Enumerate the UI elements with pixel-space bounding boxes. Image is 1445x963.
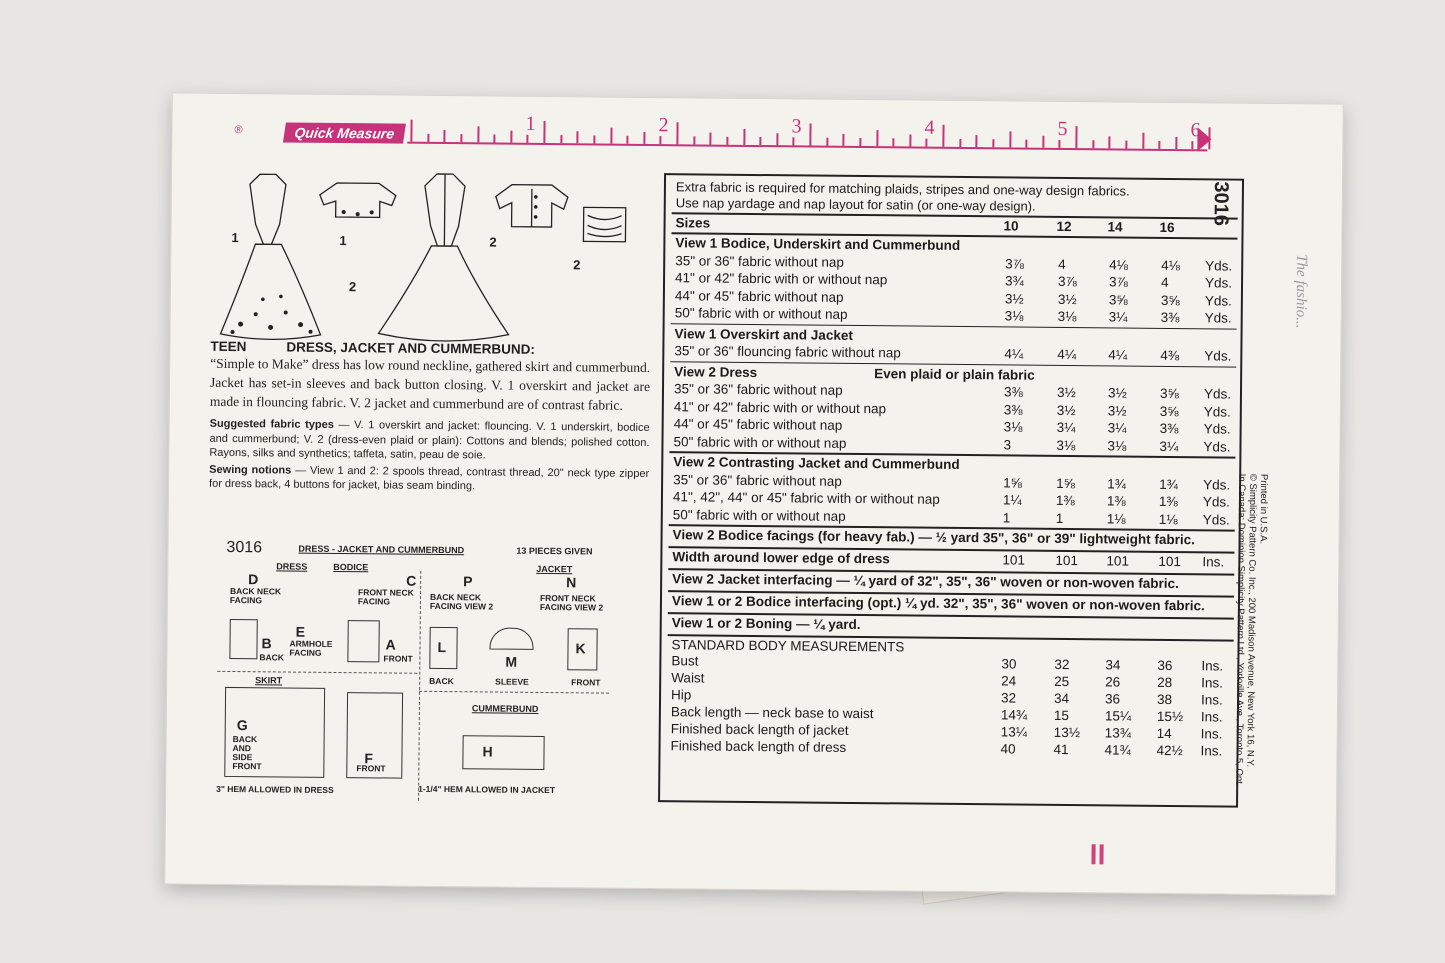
piece-e-label: ARMHOLE FACING (289, 638, 333, 658)
measurement-row (670, 721, 1231, 742)
ruler-tick (909, 134, 911, 146)
ruler-number: 3 (791, 115, 802, 138)
measurement-value: 15½ (1156, 708, 1184, 725)
yardage-table (658, 173, 1244, 808)
piece-k-letter: K (575, 640, 586, 657)
bodice-heading: BODICE (333, 561, 369, 573)
measurement-label: Waist (671, 670, 705, 686)
row-label: 35" or 36" fabric without nap (675, 252, 844, 270)
ruler-tick (593, 135, 595, 143)
measurement-value: 36 (1104, 691, 1121, 707)
view-label: 2 (348, 279, 357, 295)
row-value: 1 (1002, 509, 1011, 525)
piece-m-label: SLEEVE (495, 676, 529, 687)
piece-p-label: BACK NECK FACING VIEW 2 (429, 591, 494, 612)
ruler-number: 1 (525, 112, 536, 135)
ruler-tick (1109, 136, 1111, 148)
row-label: 35" or 36" flouncing fabric without nap (674, 343, 901, 361)
ruler-tick (793, 137, 795, 145)
width-value: 101 (1002, 552, 1025, 568)
row-unit: Yds. (1203, 421, 1231, 437)
measurements-title-text: STANDARD BODY MEASUREMENTS (671, 637, 905, 655)
size-header: 14 (1107, 219, 1123, 235)
yardage-row (673, 398, 1234, 420)
row-value: 3¼ (1159, 438, 1179, 454)
sizes-label: Sizes (675, 215, 711, 231)
divider (419, 691, 609, 694)
row-value: 3⅝ (1159, 403, 1179, 419)
row-unit: Yds. (1203, 403, 1231, 420)
section-title-text: View 2 Dress (674, 363, 758, 380)
registered-mark: ® (234, 123, 243, 137)
row-label: 50" fabric with or without nap (673, 433, 847, 451)
dress-heading: DRESS (276, 561, 308, 572)
measurement-value: 30 (1001, 656, 1017, 672)
ruler-tick (410, 120, 412, 142)
ruler-tick (1025, 140, 1027, 148)
yardage-row (673, 416, 1234, 437)
copyright-text: Printed in U.S.A. © Simplicity Pattern Co. Inc., 200 Madison Avenue, New York 16, N.Y. In Canada: Dominion Simplicity Pattern Ltd., Yorkville Ave., Toronto 5, Ont. (1233, 473, 1270, 787)
view2-jacket-sketch (496, 185, 568, 228)
measurement-value: 24 (1001, 673, 1017, 689)
measurement-value: 25 (1054, 673, 1070, 690)
piece-g-label: BACK AND SIDE FRONT (232, 734, 262, 772)
ruler-tick (776, 133, 778, 145)
ruler-number: 2 (658, 114, 669, 137)
row-value: 4¼ (1108, 347, 1128, 363)
measurement-unit: Ins. (1201, 658, 1224, 674)
row-unit: Yds. (1202, 511, 1230, 528)
ruler-number: 5 (1057, 117, 1068, 140)
row-value: 3⅜ (1160, 309, 1180, 326)
row-value: 3⅝ (1159, 385, 1179, 402)
measurement-row (670, 738, 1231, 759)
measurement-value: 14¾ (1000, 707, 1028, 723)
ruler-tick (1009, 131, 1011, 147)
yardage-row (675, 252, 1235, 274)
jacket-heading: JACKET (536, 563, 573, 575)
row-value: 1⅝ (1056, 475, 1075, 491)
ruler-tick (843, 134, 845, 146)
cummerbund-heading: CUMMERBUND (471, 703, 539, 714)
facings-text: View 2 Bodice facings (for heavy fab.) — ½ yard 35", 36" or 39" lightweight fabric. (672, 527, 1196, 548)
yardage-row (674, 287, 1235, 309)
ruler-tick (477, 126, 479, 142)
measurement-row (670, 687, 1231, 708)
measurement-value: 15¼ (1104, 708, 1132, 724)
section-title-text: View 1 Overskirt and Jacket (674, 325, 853, 343)
ruler-tick (976, 135, 978, 147)
measurement-label: Finished back length of jacket (670, 721, 849, 738)
row-value: 4¼ (1057, 346, 1077, 363)
ruler-tick (660, 136, 662, 144)
pink-tick-marks (1091, 844, 1107, 864)
view-label: 2 (489, 234, 497, 250)
piece-c-letter: C (406, 572, 417, 589)
yardage-row (672, 489, 1233, 510)
ruler-tick (1125, 141, 1127, 149)
row-unit: Yds. (1203, 438, 1231, 455)
view1-jacket-sketch (320, 183, 396, 218)
ruler-tick (493, 134, 495, 142)
measurement-value: 41¾ (1104, 742, 1131, 758)
measurement-label: Hip (670, 687, 692, 703)
yardage-row (675, 270, 1235, 291)
width-label: Width around lower edge of dress (672, 549, 890, 567)
ruler-tick (1075, 126, 1077, 148)
row-unit: Yds. (1204, 348, 1232, 364)
row-value: 3⅛ (1107, 437, 1127, 454)
piece-e-letter: E (295, 623, 306, 640)
measurement-value: 15 (1053, 707, 1069, 724)
row-value: 3⅝ (1160, 292, 1180, 308)
row-value: 3⅜ (1003, 401, 1023, 418)
measurement-value: 40 (1000, 741, 1016, 757)
width-value: 101 (1106, 553, 1129, 569)
ruler-tick (992, 139, 994, 147)
ruler-tick (876, 130, 878, 146)
note-text: Use nap yardage and nap layout for satin (or one-way design). (675, 195, 1036, 214)
measurement-value: 41 (1053, 741, 1069, 758)
row-value: 4 (1058, 256, 1066, 272)
row-value: 3¼ (1108, 309, 1128, 325)
pieces-given: 13 PIECES GIVEN (516, 545, 593, 557)
measurement-value: 38 (1156, 691, 1173, 708)
side-pattern-number: 3016 (1209, 181, 1233, 227)
ruler-tick (1042, 136, 1044, 148)
measurement-value: 42½ (1156, 742, 1183, 759)
ruler-number: 6 (1190, 119, 1201, 142)
garment-illustrations (210, 164, 632, 348)
row-label: 35" or 36" fabric without nap (673, 381, 843, 398)
yardage-row (674, 343, 1234, 364)
piece-f-letter: F (364, 750, 374, 767)
row-value: 1 (1055, 510, 1064, 526)
ruler-tick (693, 136, 695, 144)
row-unit: Yds. (1203, 476, 1231, 493)
row-value: 3⅛ (1056, 437, 1076, 453)
row-value: 4¼ (1004, 346, 1024, 362)
row-unit: Yds. (1204, 310, 1232, 326)
measurement-value: 26 (1105, 674, 1121, 690)
ruler-tick (892, 138, 894, 146)
view1-dress-sketch (220, 174, 322, 340)
row-value: 3⅜ (1159, 420, 1179, 437)
ruler-number: 4 (924, 116, 935, 139)
row-value: 1¾ (1159, 476, 1178, 492)
row-value: 3⅞ (1057, 273, 1077, 290)
row-label: 44" or 45" fabric without nap (673, 416, 843, 433)
yardage-row (674, 305, 1235, 326)
interfacing-text: View 2 Jacket interfacing — ¼ yard of 32", 35", 36" woven or non-woven fabric. (672, 571, 1179, 592)
pattern-envelope (164, 92, 1344, 895)
measurement-label: Finished back length of dress (670, 738, 847, 755)
ruler-tick (942, 125, 944, 147)
piece-m-letter: M (505, 653, 518, 670)
row-value: 3⅞ (1005, 255, 1025, 272)
pattern-number: 3016 (226, 538, 263, 557)
measurement-unit: Ins. (1201, 675, 1224, 691)
measurement-value: 13½ (1053, 724, 1081, 741)
ruler-tick (759, 137, 761, 145)
ruler-tick (1158, 141, 1160, 149)
view2-dress-sketch (378, 173, 510, 341)
skirt-heading: SKIRT (255, 675, 283, 686)
row-unit: Yds. (1202, 494, 1231, 510)
view-label: 1 (339, 233, 347, 249)
piece-p-letter: P (463, 573, 473, 590)
ruler-tick (710, 133, 712, 145)
yardage-row (673, 433, 1234, 455)
pieces-title: DRESS - JACKET AND CUMMERBUND (298, 543, 465, 556)
row-value: 3½ (1107, 402, 1127, 419)
row-value: 1⅛ (1158, 511, 1178, 527)
row-value: 3⅛ (1003, 419, 1023, 435)
table-rule (672, 212, 1238, 219)
piece-a-label: FRONT (383, 653, 413, 664)
piece-a-letter: A (385, 636, 396, 653)
row-label: 41", 42", 44" or 45" fabric with or without nap (672, 489, 940, 507)
row-unit: Yds. (1203, 386, 1232, 402)
row-unit: Yds. (1205, 257, 1233, 274)
row-label: 35" or 36" fabric without nap (673, 471, 842, 489)
view-label: 2 (573, 257, 581, 273)
ruler-tick (676, 122, 678, 144)
row-value: 1⅜ (1106, 493, 1126, 509)
measurement-value: 14 (1156, 725, 1172, 742)
piece-h-letter: H (482, 743, 493, 760)
piece-l-label: BACK (429, 675, 454, 687)
piece-l-letter: L (437, 638, 447, 656)
ruler-tick (859, 138, 861, 146)
hem-jacket-note: 1-1/4" HEM ALLOWED IN JACKET (418, 783, 556, 796)
divider (217, 671, 417, 674)
row-value: 3⅝ (1108, 291, 1128, 308)
ruler-tick (626, 136, 628, 144)
ruler-tick (1175, 137, 1177, 149)
row-label: 41" or 42" fabric with or without nap (675, 270, 888, 288)
section-note: Even plaid or plain fabric (874, 365, 1035, 383)
boning-text: View 1 or 2 Boning — ¼ yard. (671, 615, 861, 633)
row-value: 4⅛ (1109, 256, 1129, 273)
ruler-tick (959, 139, 961, 147)
row-value: 1⅛ (1106, 510, 1126, 527)
pattern-description (209, 339, 650, 496)
row-value: 4⅛ (1161, 257, 1181, 273)
ruler-tick (809, 124, 811, 146)
measurement-value: 34 (1105, 657, 1121, 673)
row-value: 1¾ (1107, 475, 1126, 492)
piece-f-label: FRONT (356, 763, 386, 774)
yardage-row (673, 471, 1233, 493)
piece-a-shape (347, 620, 379, 662)
piece-d-letter: D (248, 571, 259, 588)
measurement-unit: Ins. (1200, 709, 1223, 725)
ruler-tick (726, 137, 728, 145)
yardage-row (673, 381, 1234, 402)
measurement-value: 32 (1054, 656, 1070, 673)
row-value: 3½ (1004, 290, 1024, 307)
ruler-tick (1142, 133, 1144, 149)
row-value: 3¾ (1004, 273, 1024, 289)
ruler-tick (543, 121, 545, 143)
ruler-tick (1092, 140, 1094, 148)
ruler-tick (460, 134, 462, 142)
faded-side-text: The fashio... (1292, 254, 1310, 329)
piece-d-label: BACK NECK FACING (229, 585, 282, 606)
section-title-text: View 1 Bodice, Underskirt and Cummerbund (675, 235, 961, 253)
piece-b-shape (229, 619, 257, 659)
ruler-tick (643, 132, 645, 144)
ruler-tick (610, 128, 612, 144)
width-value: 101 (1055, 552, 1078, 569)
view-label: 1 (231, 229, 239, 246)
row-value: 3⅞ (1108, 274, 1128, 290)
ruler-end-arrow (1197, 127, 1211, 151)
ruler-tick (1059, 140, 1061, 148)
section-title-text: View 2 Contrasting Jacket and Cummerbund (673, 454, 960, 472)
ruler-tick (743, 129, 745, 145)
row-unit: Yds. (1204, 275, 1233, 291)
description-body: “Simple to Make” dress has low round neckline, gathered skirt and cummerbund. Jacket has set-in sleeves and back button closing. V. 1 overskirt and jacket are made in flouncing fabric. V. 2 jacket and cummerbund are of contrast fabric. (209, 355, 651, 413)
piece-h-shape (462, 735, 544, 770)
measurement-label: Back length — neck base to waist (670, 704, 874, 722)
ruler-tick (560, 135, 562, 143)
measurement-row (670, 704, 1231, 725)
ruler-baseline (407, 142, 1207, 152)
row-value: 3⅛ (1057, 308, 1077, 325)
measurement-unit: Ins. (1200, 743, 1223, 759)
yardage-row (672, 506, 1233, 528)
row-value: 4 (1160, 274, 1169, 290)
pattern-pieces-diagram (206, 539, 618, 803)
width-value: 101 (1158, 553, 1181, 570)
hem-dress-note: 3" HEM ALLOWED IN DRESS (216, 783, 334, 795)
measurement-value: 32 (1000, 690, 1017, 706)
fabric-types: Suggested fabric types — V. 1 overskirt and jacket: flouncing. V. 1 underskirt, bodice and cummerbund; V. 2 (dress-even plaid or plain): Cottons and blends; polished cotton. Rayons, silks and synthetics; taffeta, satin, peau de soie. (209, 417, 650, 462)
measurement-value: 28 (1157, 674, 1173, 691)
fabric-note (675, 179, 1236, 199)
measurement-unit: Ins. (1200, 726, 1223, 742)
row-value: 3⅛ (1004, 308, 1024, 324)
piece-g-letter: G (236, 717, 248, 734)
row-label: 50" fabric with or without nap (674, 305, 848, 322)
ruler-tick (444, 130, 446, 142)
row-value: 3¼ (1056, 419, 1076, 436)
measurement-value: 13¼ (1000, 724, 1028, 740)
cummerbund-sketch (583, 207, 625, 241)
quick-measure-label: Quick Measure (283, 122, 406, 143)
ruler-tick (826, 138, 828, 146)
row-value: 3½ (1107, 385, 1127, 401)
description-title: TEEN DRESS, JACKET AND CUMMERBUND: (210, 338, 535, 357)
piece-c-label: FRONT NECK FACING (357, 587, 414, 607)
ruler-tick (527, 135, 529, 143)
ruler-tick (926, 139, 928, 147)
ruler-tick (577, 131, 579, 143)
measurement-row (671, 670, 1231, 691)
measurement-row (671, 653, 1231, 674)
row-label: 44" or 45" fabric without nap (674, 287, 844, 305)
measurement-value: 36 (1157, 657, 1173, 674)
row-value: 1⅜ (1055, 492, 1075, 509)
row-value: 3½ (1056, 384, 1076, 401)
piece-b-label: BACK (259, 652, 285, 663)
row-value: 1⅝ (1003, 474, 1022, 491)
note-text: Extra fabric is required for matching plaids, stripes and one-way design fabrics. (675, 179, 1130, 199)
ruler-tick (1192, 141, 1194, 149)
measurement-value: 13¾ (1104, 725, 1132, 741)
row-value: 3½ (1057, 291, 1077, 307)
size-header: 10 (1003, 218, 1019, 234)
row-value: 1⅜ (1158, 493, 1178, 510)
row-value: 4⅜ (1160, 347, 1180, 364)
size-header: 12 (1056, 218, 1072, 235)
row-value: 3 (1003, 436, 1012, 452)
sewing-notions: Sewing notions — View 1 and 2: 2 spools thread, contrast thread, 20" neck type zipper for dress back, 4 buttons for jacket, bias seam binding. (209, 463, 650, 493)
size-header: 16 (1159, 219, 1175, 236)
row-value: 3½ (1056, 402, 1076, 418)
interfacing-text: View 1 or 2 Bodice interfacing (opt.) ¼ yd. 32", 35", 36" woven or non-woven fabric. (671, 593, 1205, 614)
quick-measure-ruler (192, 102, 1202, 152)
piece-k-label: FRONT (571, 677, 601, 688)
row-value: 3¼ (1107, 420, 1127, 436)
measurement-label: Bust (671, 653, 699, 669)
piece-b-letter: B (261, 635, 272, 652)
measurement-value: 34 (1053, 690, 1070, 707)
row-unit: Yds. (1204, 292, 1232, 309)
width-unit: Ins. (1202, 554, 1225, 570)
piece-n-letter: N (566, 574, 577, 591)
ruler-tick (510, 131, 512, 143)
ruler-tick (427, 134, 429, 142)
piece-n-label: FRONT NECK FACING VIEW 2 (539, 592, 604, 613)
measurement-unit: Ins. (1200, 692, 1223, 708)
row-label: 41" or 42" fabric with or without nap (673, 398, 887, 416)
piece-m-shape (489, 627, 533, 649)
row-label: 50" fabric with or without nap (672, 506, 846, 524)
row-value: 1¼ (1002, 492, 1022, 508)
row-value: 3⅜ (1003, 384, 1023, 400)
